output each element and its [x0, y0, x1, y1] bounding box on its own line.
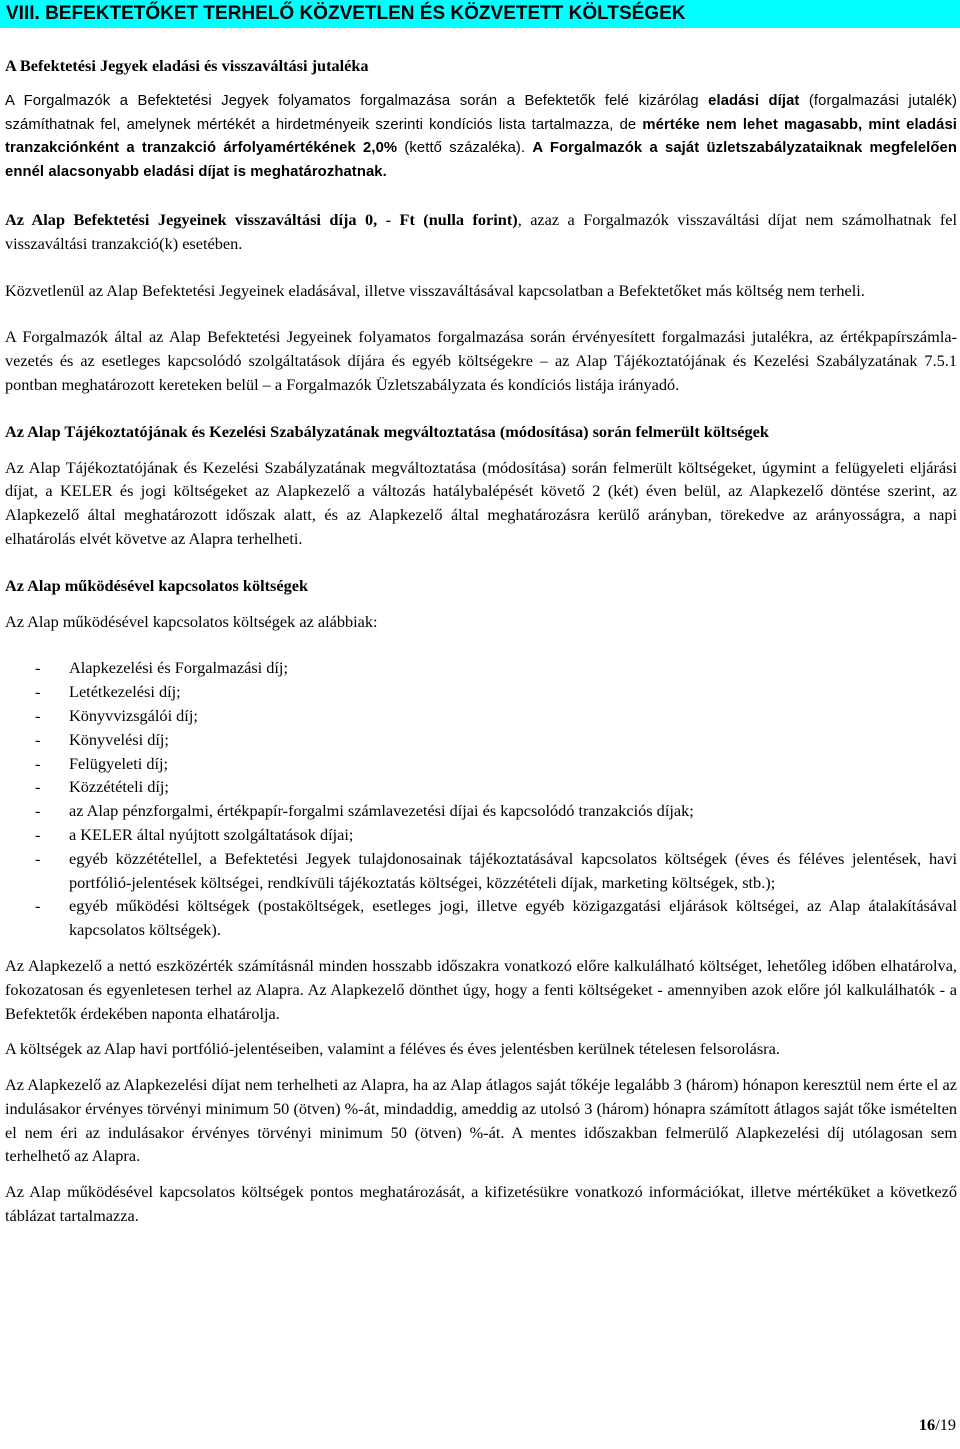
paragraph-amendment-costs: Az Alap Tájékoztatójának és Kezelési Szabályzatának megváltoztatása (módosítása) során felmerült költségeket, úgymint a felügyeleti eljárási díjat, a KELER és jogi költségeket az Alapkezelő a változás hatálybalépését követő 2 (két) éven belül, az Alapkezelő döntése szerint, az Alapkezelő által meghatározott időszak alatt, és az Alapkezelő által meghatározásra kerülő arányban, törekedve az arányosságra, a napi elhatárolás elvét követve az Alapra terhelheti. — [5, 457, 957, 548]
list-item: - egyéb működési költségek (postaköltségek, esetleges jogi, illetve egyéb közigazgatási eljárások költségei, az Alap átalakításával kapcsolatos költségek). — [35, 896, 957, 940]
list-item: - a KELER által nyújtott szolgáltatások díjai; — [35, 824, 354, 844]
paragraph-cost-accrual: Az Alapkezelő a nettó eszközérték számításnál minden hosszabb időszakra vonatkozó előre kalkulálható költséget, lehetőleg időben elhatárolva, fokozatosan és egyenletesen terhel az Alapra. Az Alapkezelő dönthet úgy, hogy a fenti költségeket - amennyiben azok előre jól kalkulálhatók - a Befektetők érdekében naponta elhatárolja. — [5, 955, 957, 1023]
paragraph-cost-reporting: A költségek az Alap havi portfólió-jelentéseiben, valamint a féléves és éves jelentésben kerülnek tételesen felsorolásra. — [5, 1039, 780, 1059]
list-item: - Alapkezelési és Forgalmazási díj; — [35, 658, 288, 678]
paragraph-no-other-cost: Közvetlenül az Alap Befektetési Jegyeinek eladásával, illetve visszaváltásával kapcsolatban a Befektetőket más költség nem terheli. — [5, 280, 865, 300]
list-item: - Letétkezelési díj; — [35, 682, 181, 702]
list-item: - egyéb közzététellel, a Befektetési Jegyek tulajdonosainak tájékoztatásával kapcsolatos költségek (éves és féléves jelentések, havi portfólió-jelentések költségei, rendkívüli tájékoztatás költségei, közzétételi díjak, marketing költségek, stb.); — [35, 848, 957, 892]
paragraph-distributor-terms: A Forgalmazók által az Alap Befektetési Jegyeinek folyamatos forgalmazása során érvényesített forgalmazási jutalékra, az értékpapírszámla-vezetés és az esetleges kapcsolódó szolgáltatások díjára és egyéb költségekre – az Alap Tájékoztatójának és Kezelési Szabályzatának 7.5.1 pontban meghatározott kereteken belül – a Forgalmazók Üzletszabályzata és kondíciós listája irányadó. — [5, 327, 957, 394]
list-item: - Felügyeleti díj; — [35, 753, 169, 773]
list-item: - Közzétételi díj; — [35, 777, 169, 797]
document-body — [5, 54, 957, 1228]
chapter-title: VIII. BEFEKTETŐKET TERHELŐ KÖZVETLEN ÉS KÖZVETETT KÖLTSÉGEK — [0, 0, 960, 28]
section-heading-amendment-costs: Az Alap Tájékoztatójának és Kezelési Szabályzatának megváltoztatása (módosítása) során felmerült költségek — [5, 421, 769, 441]
list-item: - az Alap pénzforgalmi, értékpapír-forgalmi számlavezetési díjai és kapcsolódó tranzakciós díjak; — [35, 801, 694, 821]
list-item: - Könyvvizsgálói díj; — [35, 705, 198, 725]
paragraph-management-fee-exemption: Az Alapkezelő az Alapkezelési díjat nem terhelheti az Alapra, ha az Alap átlagos saját tőkéje legalább 3 (három) hónapon keresztül nem érte el az indulásakor érvényes törvényi minimum 50 (ötven) %-át, mindaddig, ameddig az utolsó 3 (három) hónapra számított átlagos saját tőke ismételten el nem éri az indulásakor érvényes törvényi minimum 50 (ötven) %-át. A mentes időszakban felmerülő Alapkezelési díj utólagosan sem terhelhető az Alapra. — [5, 1075, 957, 1166]
page-number: 16/19 — [918, 1415, 956, 1434]
paragraph-redemption-fee: Az Alap Befektetési Jegyeinek visszaváltási díja 0, - Ft (nulla forint), azaz a Forgalmazók visszaváltási díjat nem számolhatnak fel visszaváltási tranzakció(k) esetében. — [5, 209, 957, 253]
section-heading-sales-fee: A Befektetési Jegyek eladási és visszaváltási jutaléka — [5, 56, 369, 75]
list-item: - Könyvelési díj; — [35, 729, 169, 749]
section-heading-operating-costs: Az Alap működésével kapcsolatos költségek — [5, 575, 309, 595]
paragraph-cost-table-reference: Az Alap működésével kapcsolatos költségek pontos meghatározását, a kifizetésükre vonatkozó információkat, illetve mértéküket a következő táblázat tartalmazza. — [5, 1182, 957, 1226]
paragraph-sales-fee: A Forgalmazók a Befektetési Jegyek folyamatos forgalmazása során a Befektetők felé kizárólag eladási díjat (forgalmazási jutalék) számíthatnak fel, amelynek mértékét a hirdetményeik szerinti kondíciós lista tartalmazza, de mértéke nem lehet magasabb, mint eladási tranzakciónként a tranzakció árfolyamértékének 2,0% (kettő százaléka). A Forgalmazók a saját üzletszabályzataiknak megfelelően ennél alacsonyabb eladási díjat is meghatározhatnak. — [5, 92, 957, 181]
paragraph-operating-costs-intro: Az Alap működésével kapcsolatos költségek az alábbiak: — [5, 611, 378, 631]
operating-costs-list — [5, 656, 957, 942]
